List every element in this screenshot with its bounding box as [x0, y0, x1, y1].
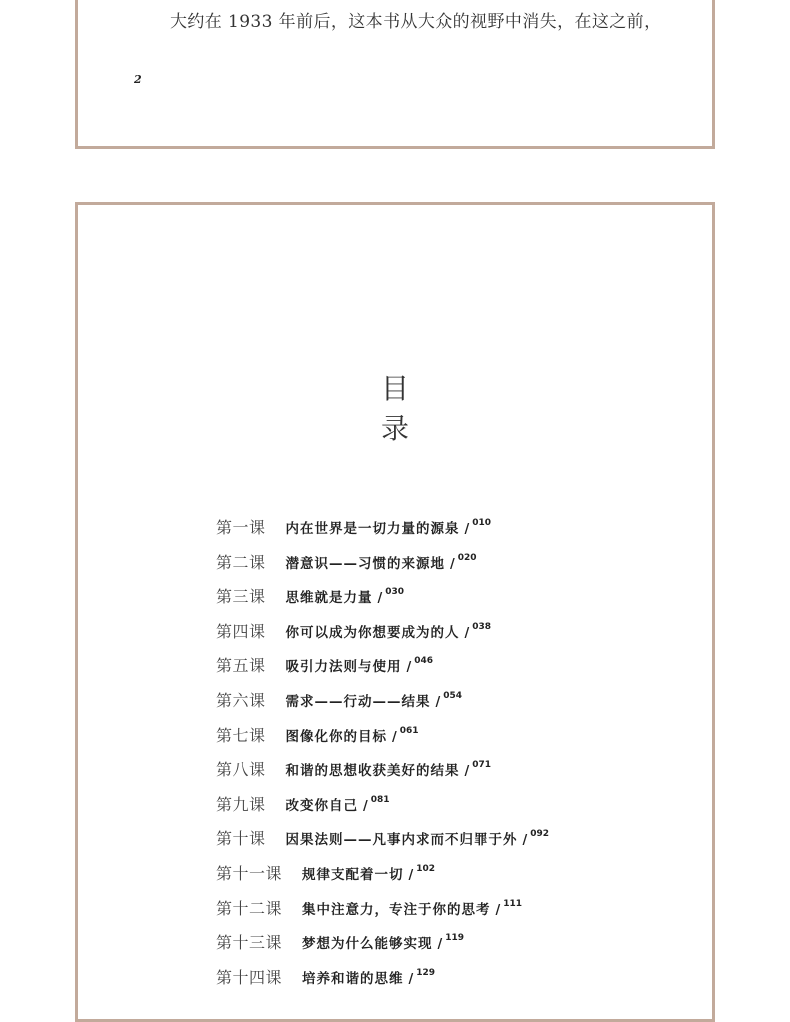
separator: /	[464, 764, 470, 780]
toc-page-frame	[75, 202, 715, 1022]
lesson-title: 培养和谐的思维	[302, 970, 404, 987]
lesson-title: 集中注意力，专注于你的思考	[302, 901, 491, 918]
toc-item[interactable]	[216, 653, 549, 688]
lesson-page: 102	[416, 863, 436, 874]
toc-item[interactable]	[216, 792, 549, 827]
lesson-number: 第九课	[216, 794, 266, 814]
separator: /	[408, 867, 414, 883]
lesson-page: 061	[399, 725, 419, 736]
toc-item[interactable]	[216, 515, 549, 550]
lesson-title: 图像化你的目标	[285, 728, 388, 745]
lesson-number: 第十课	[216, 829, 266, 849]
lesson-number: 第十三课	[216, 933, 283, 953]
toc-item[interactable]	[216, 965, 549, 1000]
lesson-number: 第七课	[216, 725, 266, 745]
separator: /	[495, 902, 501, 918]
lesson-number: 第十一课	[216, 863, 283, 883]
lesson-title: 需求——行动——结果	[285, 693, 431, 710]
toc-title-char-2: 录	[380, 412, 409, 445]
lesson-number: 第三课	[216, 587, 266, 607]
lesson-page: 010	[472, 518, 492, 528]
separator: /	[464, 522, 470, 537]
lesson-page: 046	[414, 656, 434, 667]
lesson-title: 改变你自己	[285, 797, 359, 814]
toc-item[interactable]	[216, 896, 549, 931]
separator: /	[450, 556, 455, 572]
lesson-title: 吸引力法则与使用	[285, 659, 402, 676]
lesson-page: 081	[370, 794, 390, 805]
toc-item[interactable]	[216, 861, 549, 896]
toc-title-char-1: 目	[380, 372, 409, 405]
lesson-page: 030	[385, 587, 405, 598]
toc-item[interactable]	[216, 584, 549, 619]
lesson-number: 第八课	[216, 760, 266, 780]
lesson-page: 054	[443, 690, 463, 701]
lesson-page: 092	[530, 829, 550, 840]
toc-item[interactable]	[216, 757, 549, 792]
lesson-title: 思维就是力量	[285, 590, 373, 607]
toc-item[interactable]	[216, 723, 549, 758]
lesson-title: 规律支配着一切	[302, 866, 404, 883]
lesson-page: 038	[472, 621, 492, 632]
lesson-number: 第十四课	[216, 967, 283, 987]
lesson-page: 119	[445, 933, 465, 944]
separator: /	[363, 798, 368, 814]
lesson-title: 因果法则——凡事内求而不归罪于外	[285, 832, 518, 849]
previous-page-frame	[75, 0, 715, 149]
lesson-number: 第一课	[216, 518, 266, 537]
toc-item[interactable]	[216, 550, 549, 585]
toc-item[interactable]	[216, 688, 549, 723]
lesson-title: 梦想为什么能够实现	[302, 936, 433, 953]
lesson-page: 111	[503, 898, 523, 909]
toc-item[interactable]	[216, 826, 549, 861]
toc-list	[216, 515, 549, 999]
lesson-number: 第二课	[216, 552, 266, 572]
lesson-page: 071	[472, 760, 492, 771]
toc-item[interactable]	[216, 619, 549, 654]
page-number: 2	[134, 73, 142, 86]
toc-item[interactable]	[216, 930, 549, 965]
separator: /	[377, 591, 383, 607]
separator: /	[392, 729, 397, 745]
paragraph-line: 大约在 1933 年前后，这本书从大众的视野中消失，在这之前，	[170, 12, 662, 32]
lesson-number: 第五课	[216, 656, 266, 676]
lesson-number: 第十二课	[216, 898, 283, 918]
lesson-number: 第六课	[216, 690, 266, 710]
separator: /	[408, 971, 414, 987]
lesson-title: 内在世界是一切力量的源泉	[285, 521, 460, 537]
lesson-title: 潜意识——习惯的来源地	[285, 555, 446, 572]
lesson-number: 第四课	[216, 621, 266, 641]
separator: /	[406, 660, 412, 676]
separator: /	[522, 833, 528, 849]
lesson-title: 你可以成为你想要成为的人	[285, 624, 460, 641]
lesson-page: 129	[416, 967, 436, 978]
separator: /	[464, 625, 470, 641]
lesson-title: 和谐的思想收获美好的结果	[285, 763, 460, 780]
separator: /	[435, 694, 441, 710]
separator: /	[437, 937, 443, 953]
lesson-page: 020	[457, 552, 477, 563]
